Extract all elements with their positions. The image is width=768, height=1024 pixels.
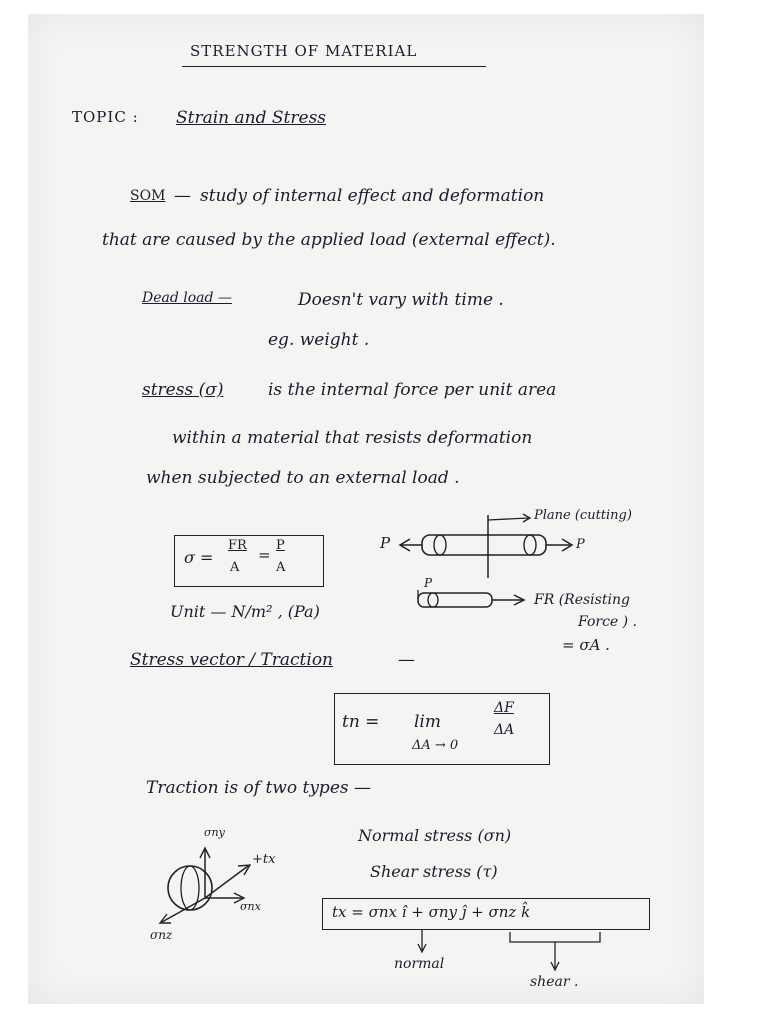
formula-denominator-a2: A xyxy=(276,560,286,575)
force-p-left-label: P xyxy=(380,534,391,552)
axis-label-ny: σny xyxy=(204,826,225,839)
force-p-small-label: P xyxy=(424,576,433,590)
resisting-force-equation: = σA . xyxy=(562,636,610,654)
traction-type-shear: Shear stress (τ) xyxy=(370,862,498,881)
dead-load-example: eg. weight . xyxy=(268,330,370,350)
traction-lim: lim xyxy=(414,712,441,732)
stress-definition-line2: within a material that resists deformation xyxy=(172,428,533,448)
stress-term: stress (σ) xyxy=(142,380,224,400)
traction-numerator: ΔF xyxy=(494,700,514,716)
som-definition-line2: that are caused by the applied load (external effect). xyxy=(102,230,556,250)
som-dash: — xyxy=(174,186,191,206)
traction-heading: Stress vector / Traction xyxy=(130,650,334,670)
stress-unit: Unit — N/m² , (Pa) xyxy=(170,602,320,621)
som-term: SOM xyxy=(130,188,166,204)
shear-component-label: shear . xyxy=(530,974,579,990)
dead-load-definition: Doesn't vary with time . xyxy=(298,290,504,310)
normal-component-label: normal xyxy=(394,956,445,972)
formula-p: P xyxy=(276,538,285,553)
traction-vector-equation: tx = σnx î + σny ĵ + σnz k̂ xyxy=(332,903,531,921)
traction-denominator: ΔA xyxy=(494,722,515,738)
resisting-force-label: FR (Resisting xyxy=(534,592,630,608)
traction-types-heading: Traction is of two types — xyxy=(146,778,372,798)
formula-equals: = xyxy=(258,546,271,564)
traction-heading-dash: — xyxy=(398,650,415,670)
stress-definition-line1: is the internal force per unit area xyxy=(268,380,557,400)
traction-lhs: tn = xyxy=(342,712,380,732)
axis-label-tx: +tx xyxy=(252,852,276,867)
axis-label-nx: σnx xyxy=(240,900,261,913)
axis-label-nz: σnz xyxy=(150,928,173,942)
page-title: STRENGTH OF MATERIAL xyxy=(190,42,418,60)
topic-value: Strain and Stress xyxy=(176,108,327,128)
dead-load-term: Dead load — xyxy=(142,290,232,306)
formula-fr: FR xyxy=(228,538,247,553)
traction-type-normal: Normal stress (σn) xyxy=(358,826,512,845)
formula-denominator-a1: A xyxy=(230,560,240,575)
plane-label: Plane (cutting) xyxy=(534,508,632,523)
traction-limit-condition: ΔA → 0 xyxy=(412,738,459,753)
som-definition-line1: study of internal effect and deformation xyxy=(200,186,545,206)
formula-lhs: σ = xyxy=(184,548,214,567)
force-p-right-label: P xyxy=(576,537,585,552)
stress-definition-line3: when subjected to an external load . xyxy=(146,468,460,488)
topic-label: TOPIC : xyxy=(72,108,139,126)
resisting-force-label-2: Force ) . xyxy=(578,614,638,630)
